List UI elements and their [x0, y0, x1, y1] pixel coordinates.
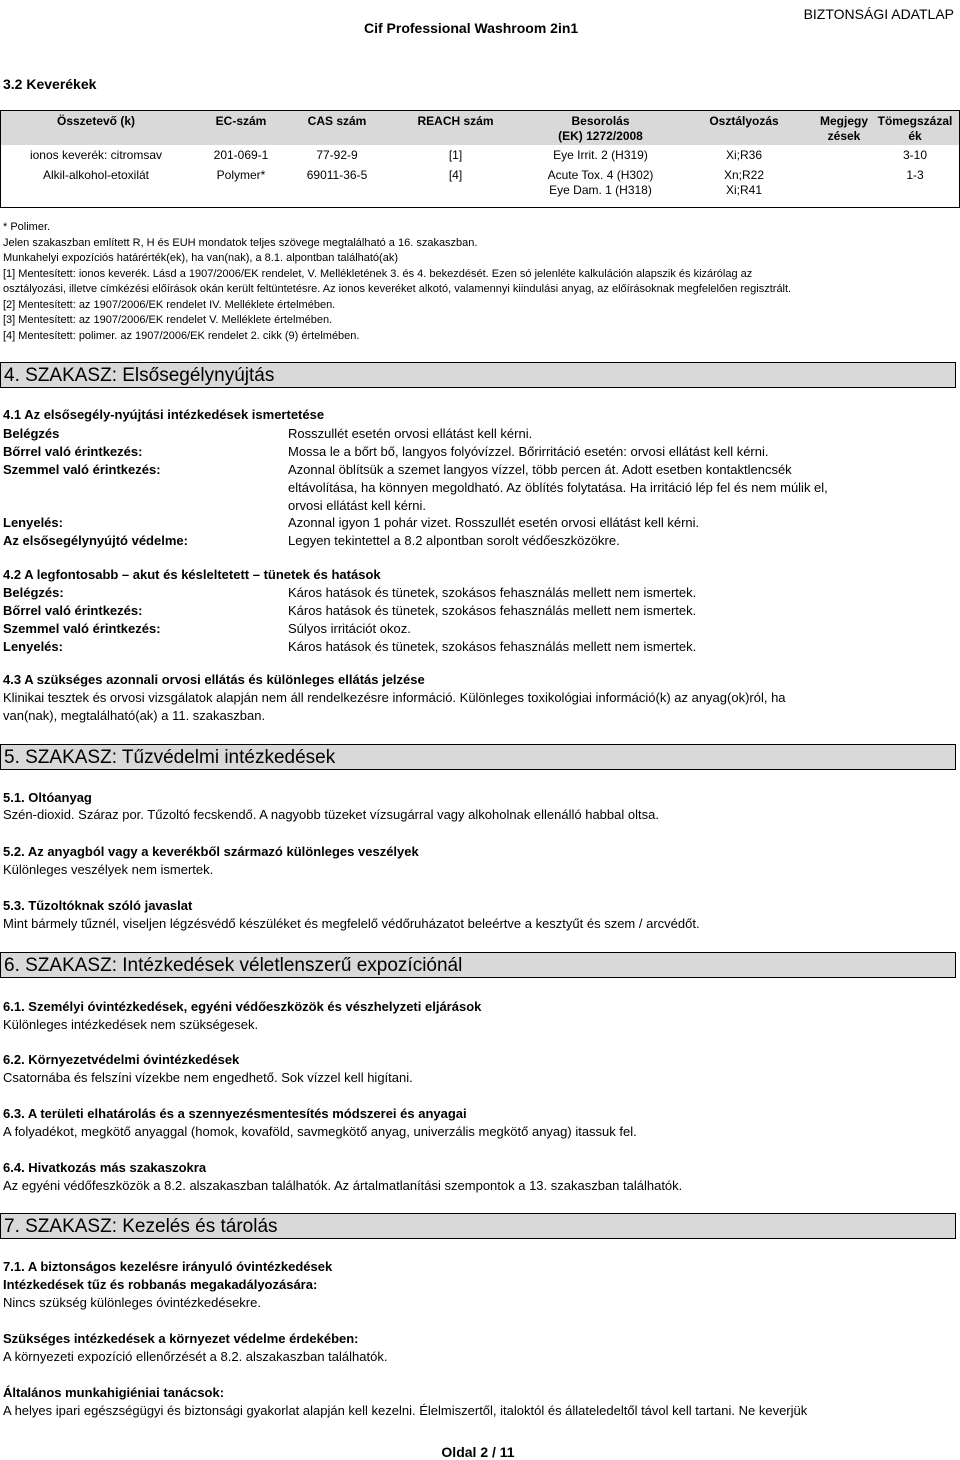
- subsection-5-1-title: 5.1. Oltóanyag: [3, 790, 92, 805]
- paragraph-line: Klinikai tesztek és orvosi vizsgálatok alapján nem áll rendelkezésre információ. Különleges toxikológiai információ(k) az anyag(ok)ról, ha: [3, 690, 786, 705]
- paragraph-line: Különleges intézkedések nem szükségesek.: [3, 1017, 259, 1032]
- paragraph-line: A környezeti expozíció ellenőrzését a 8.2. alszakaszban találhatók.: [3, 1349, 388, 1364]
- first-aid-label: Bőrrel való érintkezés:: [3, 444, 143, 459]
- subsection-5-3-title: 5.3. Tűzoltóknak szóló javaslat: [3, 898, 193, 913]
- table-header-row: [1, 114, 959, 144]
- note-line: Jelen szakaszban említett R, H és EUH mondatok teljes szövege megtalálható a 16. szakaszban.: [3, 236, 478, 249]
- cell-ec: Polymer*: [216, 168, 266, 182]
- subsection-7-1-title: 7.1. A biztonságos kezelésre irányuló óvintézkedések: [3, 1259, 333, 1274]
- cell-classification-clp: Acute Tox. 4 (H302) Eye Dam. 1 (H318): [547, 168, 654, 197]
- composition-table: [0, 110, 960, 208]
- subsection-6-1-title: 6.1. Személyi óvintézkedések, egyéni védőeszközök és vészhelyzeti eljárások: [3, 999, 482, 1014]
- col-header-weight: Tömegszázal ék: [877, 114, 953, 143]
- cell-reach: [1]: [448, 148, 463, 162]
- composition-notes: [3, 220, 958, 344]
- symptom-label: Lenyelés:: [3, 639, 63, 654]
- subsection-5-2-title: 5.2. Az anyagból vagy a keverékből származó különleges veszélyek: [3, 844, 419, 859]
- cell-cas: 69011-36-5: [306, 168, 368, 182]
- handling-label: Általános munkahigiéniai tanácsok:: [3, 1385, 225, 1400]
- subsection-4-3-title: 4.3 A szükséges azonnali orvosi ellátás és különleges ellátás jelzése: [3, 672, 425, 687]
- note-line: [4] Mentesített: polimer. az 1907/2006/EK rendelet 2. cikk (9) értelmében.: [3, 329, 360, 342]
- col-header-component: Összetevő (k): [56, 114, 136, 128]
- cell-cas: 77-92-9: [316, 148, 358, 162]
- first-aid-value: Azonnal öblítsük a szemet langyos vízzel, több percen át. Adott esetben kontaktlencsék: [288, 462, 792, 477]
- document-type: BIZTONSÁGI ADATLAP: [803, 6, 954, 22]
- first-aid-value: Rosszullét esetén orvosi ellátást kell kérni.: [288, 426, 533, 441]
- paragraph-line: Az egyéni védőfeszközök a 8.2. alszakaszban találhatók. Az ártalmatlanítási szempontok a 13. szakaszban találhatók.: [3, 1178, 683, 1193]
- col-header-classification: Osztályozás: [709, 114, 779, 128]
- table-row: [1, 148, 959, 164]
- symptom-label: Szemmel való érintkezés:: [3, 621, 161, 636]
- subsection-6-3-title: 6.3. A területi elhatárolás és a szennyezésmentesítés módszerei és anyagai: [3, 1106, 467, 1121]
- subsection-6-4-title: 6.4. Hivatkozás más szakaszokra: [3, 1160, 207, 1175]
- cell-classification: Xn;R22 Xi;R41: [723, 168, 765, 197]
- first-aid-value: eltávolítása, ha könnyen megoldható. Az öblítés folytatása. Ha irritáció lép fel és nem múlik el,: [288, 480, 828, 495]
- note-line: osztályozási, illetve címkézési előírások okán került feltüntetésre. Az ionos keveréket alkotó, valamennyi kiindulási anyag, az előírásoknak megfelelően regisztrált.: [3, 283, 792, 295]
- section-5-title: 5. SZAKASZ: Tűzvédelmi intézkedések: [0, 744, 956, 770]
- first-aid-label: Belégzés: [3, 426, 60, 441]
- paragraph-line: Csatornába és felszíni vízekbe nem engedhető. Sok vízzel kell higítani.: [3, 1070, 413, 1085]
- cell-classification: Xi;R36: [725, 148, 763, 162]
- note-line: * Polimer.: [3, 221, 51, 233]
- cell-classification-clp: Eye Irrit. 2 (H319): [553, 148, 648, 162]
- symptom-value: Káros hatások és tünetek, szokásos fehasználás mellett nem ismertek.: [288, 639, 697, 654]
- cell-weight: 3-10: [902, 148, 928, 162]
- section-4-title: 4. SZAKASZ: Elsősegélynyújtás: [0, 362, 956, 388]
- subsection-6-2-title: 6.2. Környezetvédelmi óvintézkedések: [3, 1052, 240, 1067]
- first-aid-label: Szemmel való érintkezés:: [3, 462, 161, 477]
- table-row: [1, 168, 959, 202]
- symptom-label: Belégzés:: [3, 585, 64, 600]
- first-aid-value: Mossa le a bőrt bő, langyos folyóvízzel. Bőrirritáció esetén: orvosi ellátást kell kérni.: [288, 444, 769, 459]
- first-aid-value: orvosi ellátást kell kérni.: [288, 498, 426, 513]
- first-aid-value: Azonnal igyon 1 pohár vizet. Rosszullét esetén orvosi ellátást kell kérni.: [288, 515, 700, 530]
- col-header-notes: Megjegy zések: [819, 114, 868, 143]
- page-number: Oldal 2 / 11: [441, 1444, 515, 1460]
- symptom-value: Súlyos irritációt okoz.: [288, 621, 411, 636]
- paragraph-line: Különleges veszélyek nem ismertek.: [3, 862, 214, 877]
- handling-label: Intézkedések tűz és robbanás megakadályozására:: [3, 1277, 318, 1292]
- paragraph-line: Szén-dioxid. Száraz por. Tűzoltó fecskendő. A nagyobb tüzeket vízsugárral vagy alkoholnak ellenálló habbal oltsa.: [3, 807, 659, 822]
- section-7-title: 7. SZAKASZ: Kezelés és tárolás: [0, 1213, 956, 1239]
- col-header-ec: EC-szám: [215, 114, 267, 128]
- cell-component: Alkil-alkohol-etoxilát: [42, 168, 150, 182]
- first-aid-value: Legyen tekintettel a 8.2 alpontban sorolt védőeszközökre.: [288, 533, 620, 548]
- first-aid-label: Lenyelés:: [3, 515, 63, 530]
- symptom-value: Káros hatások és tünetek, szokásos fehasználás mellett nem ismertek.: [288, 603, 697, 618]
- cell-reach: [4]: [448, 168, 463, 182]
- cell-component: ionos keverék: citromsav: [29, 148, 163, 162]
- paragraph-line: A helyes ipari egészségügyi és biztonsági gyakorlat alapján kell kezelni. Élelmiszertől, italoktól és állateledeltől távol kell tartani. Ne keverjük: [3, 1403, 808, 1418]
- section-3-2-title: 3.2 Keverékek: [3, 76, 97, 92]
- subsection-4-2-title: 4.2 A legfontosabb – akut és késleltetett – tünetek és hatások: [3, 567, 381, 582]
- first-aid-label: Az elsősegélynyújtó védelme:: [3, 533, 188, 548]
- section-6-title: 6. SZAKASZ: Intézkedések véletlenszerű expozíciónál: [0, 952, 956, 978]
- note-line: [3] Mentesített: az 1907/2006/EK rendelet V. Melléklete értelmében.: [3, 314, 333, 326]
- paragraph-line: Nincs szükség különleges óvintézkedésekre.: [3, 1295, 261, 1310]
- symptom-label: Bőrrel való érintkezés:: [3, 603, 143, 618]
- product-name: Cif Professional Washroom 2in1: [364, 20, 579, 36]
- paragraph-line: Mint bármely tűznél, viseljen légzésvédő készüléket és megfelelő védőruházatot beleértve a kesztyűt és szem / arcvédőt.: [3, 916, 700, 931]
- cell-weight: 1-3: [906, 168, 924, 182]
- col-header-reach: REACH szám: [417, 114, 494, 128]
- subsection-4-1-title: 4.1 Az elsősegély-nyújtási intézkedések ismertetése: [3, 407, 325, 422]
- note-line: [1] Mentesített: ionos keverék. Lásd a 1907/2006/EK rendelet, V. Mellékletének 3. és 4. bekezdését. Ezen só jelenléte kalkuláción alapszik és kizárólag az: [3, 267, 753, 280]
- col-header-cas: CAS szám: [307, 114, 367, 128]
- cell-ec: 201-069-1: [213, 148, 269, 162]
- handling-label: Szükséges intézkedések a környezet védelme érdekében:: [3, 1331, 359, 1346]
- paragraph-line: van(nak), megtalálható(ak) a 11. szakaszban.: [3, 708, 266, 723]
- note-line: [2] Mentesített: az 1907/2006/EK rendelet IV. Melléklete értelmében.: [3, 298, 336, 311]
- paragraph-line: A folyadékot, megkötő anyaggal (homok, kovaföld, savmegkötő anyag, univerzális megkötő anyag) itassuk fel.: [3, 1124, 637, 1139]
- note-line: Munkahelyi expozíciós határérték(ek), ha van(nak), a 8.1. alpontban található(ak): [3, 252, 398, 264]
- symptom-value: Káros hatások és tünetek, szokásos fehasználás mellett nem ismertek.: [288, 585, 697, 600]
- col-header-classification-clp: Besorolás (EK) 1272/2008: [558, 114, 643, 143]
